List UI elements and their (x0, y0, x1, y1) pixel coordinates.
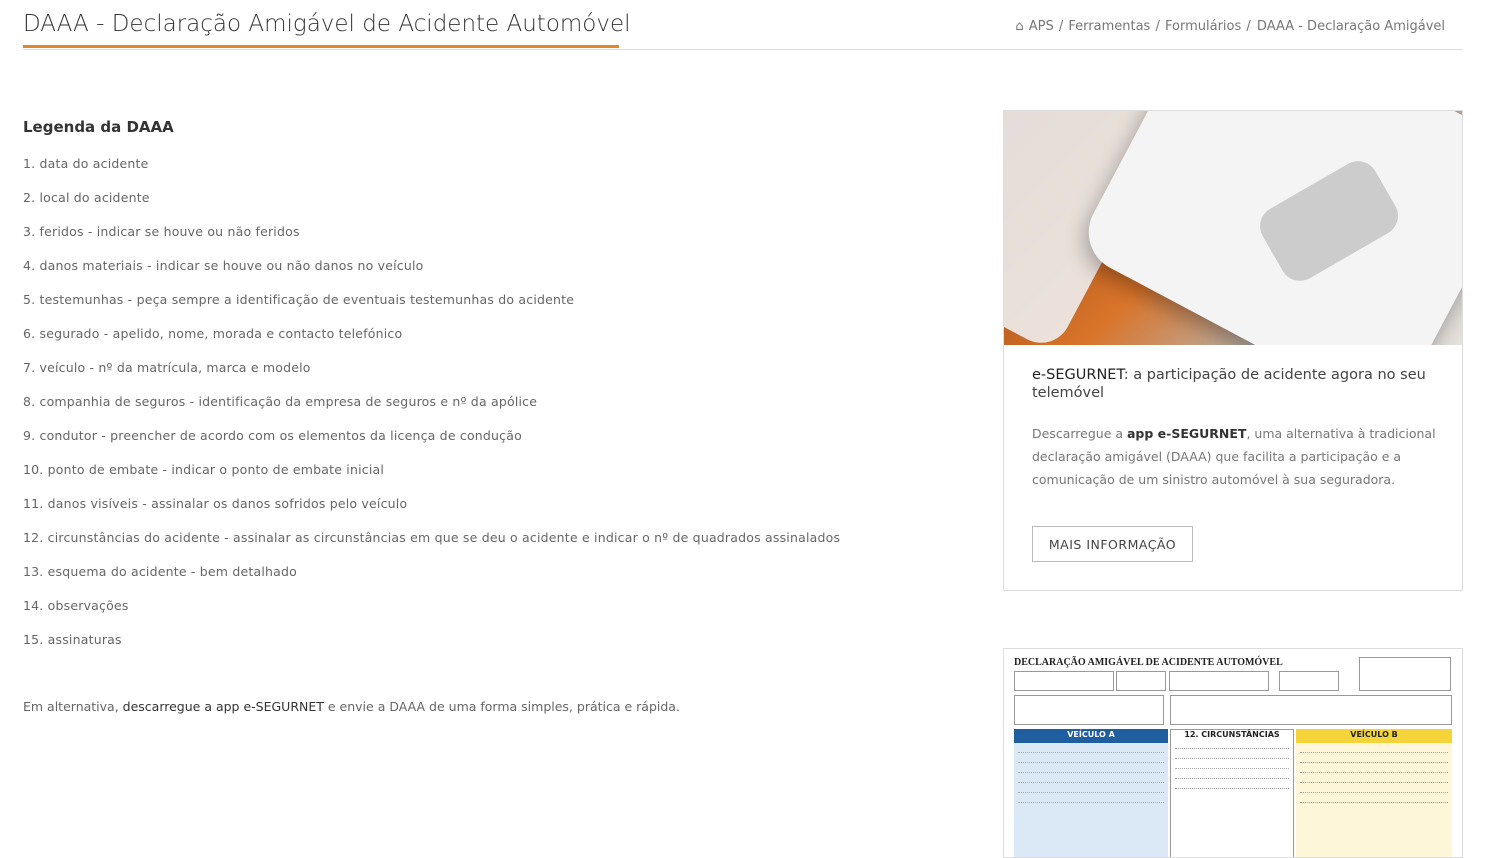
legend-heading: Legenda da DAAA (23, 118, 174, 136)
legend-item: 1. data do acidente (23, 156, 149, 171)
e-segurnet-app-image (1004, 111, 1462, 345)
breadcrumb-separator: / (1155, 19, 1160, 34)
more-info-button[interactable]: MAIS INFORMAÇÃO (1032, 526, 1193, 562)
page-title: DAAA - Declaração Amigável de Acidente Automóvel (23, 11, 619, 48)
p-prefix: Descarregue a (1032, 426, 1127, 441)
legend-item: 11. danos visíveis - assinalar os danos sofridos pelo veículo (23, 496, 408, 511)
daaa-form-image (1003, 648, 1463, 858)
e-segurnet-card (1003, 110, 1463, 591)
legend-item: 7. veículo - nº da matrícula, marca e modelo (23, 360, 311, 375)
legend-item: 8. companhia de seguros - identificação da empresa de seguros e nº da apólice (23, 394, 538, 409)
legend-item: 12. circunstâncias do acidente - assinalar as circunstâncias em que se deu o acidente e indicar o nº de quadrados assinalados (23, 530, 841, 545)
legend-item: 9. condutor - preencher de acordo com os elementos da licença de condução (23, 428, 522, 443)
vehicle-a-label: VEÍCULO A (1067, 730, 1115, 739)
circumstances-label: 12. CIRCUNSTÂNCIAS (1184, 730, 1280, 739)
legend-item: 13. esquema do acidente - bem detalhado (23, 564, 297, 579)
home-icon[interactable]: ⌂ (1015, 19, 1024, 34)
breadcrumb (1014, 19, 1446, 34)
breadcrumb-ferramentas[interactable]: Ferramentas (1068, 19, 1151, 34)
legend-item: 14. observações (23, 598, 129, 613)
alt-suffix: e envie a DAAA de uma forma simples, prática e rápida. (323, 699, 680, 714)
page-header (23, 0, 1463, 50)
form-title: DECLARAÇÃO AMIGÁVEL DE ACIDENTE AUTOMÓVEL (1014, 657, 1283, 668)
breadcrumb-formularios[interactable]: Formulários (1165, 19, 1242, 34)
legend-item: 15. assinaturas (23, 632, 122, 647)
p-rest: , uma alternativa à tradicional declaração amigável (DAAA) que facilita a participação e a comunicação de um sinistro automóvel à sua seguradora. (1032, 426, 1436, 487)
legend-list (23, 155, 840, 665)
vehicle-b-label: VEÍCULO B (1350, 730, 1398, 739)
card-title (1032, 366, 1432, 402)
breadcrumb-current: DAAA - Declaração Amigável (1256, 19, 1445, 34)
breadcrumb-separator: / (1246, 19, 1251, 34)
alt-prefix: Em alternativa, (23, 699, 123, 714)
legend-item: 5. testemunhas - peça sempre a identificação de eventuais testemunhas do acidente (23, 292, 575, 307)
app-link[interactable]: app e-SEGURNET (1127, 426, 1247, 441)
legend-item: 4. danos materiais - indicar se houve ou não danos no veículo (23, 258, 424, 273)
breadcrumb-separator: / (1058, 19, 1064, 34)
card-description (1032, 422, 1442, 491)
legend-item: 10. ponto de embate - indicar o ponto de embate inicial (23, 462, 385, 477)
legend-item: 2. local do acidente (23, 190, 150, 205)
card-title-rest: : a participação de acidente agora no seu telemóvel (1032, 367, 1426, 401)
legend-item: 6. segurado - apelido, nome, morada e contacto telefónico (23, 326, 403, 341)
alternative-text (23, 699, 680, 714)
card-title-brand: e-SEGURNET (1032, 367, 1124, 383)
legend-item: 3. feridos - indicar se houve ou não feridos (23, 224, 300, 239)
breadcrumb-aps[interactable]: APS (1028, 19, 1054, 34)
download-app-link[interactable]: descarregue a app e-SEGURNET (122, 699, 324, 714)
